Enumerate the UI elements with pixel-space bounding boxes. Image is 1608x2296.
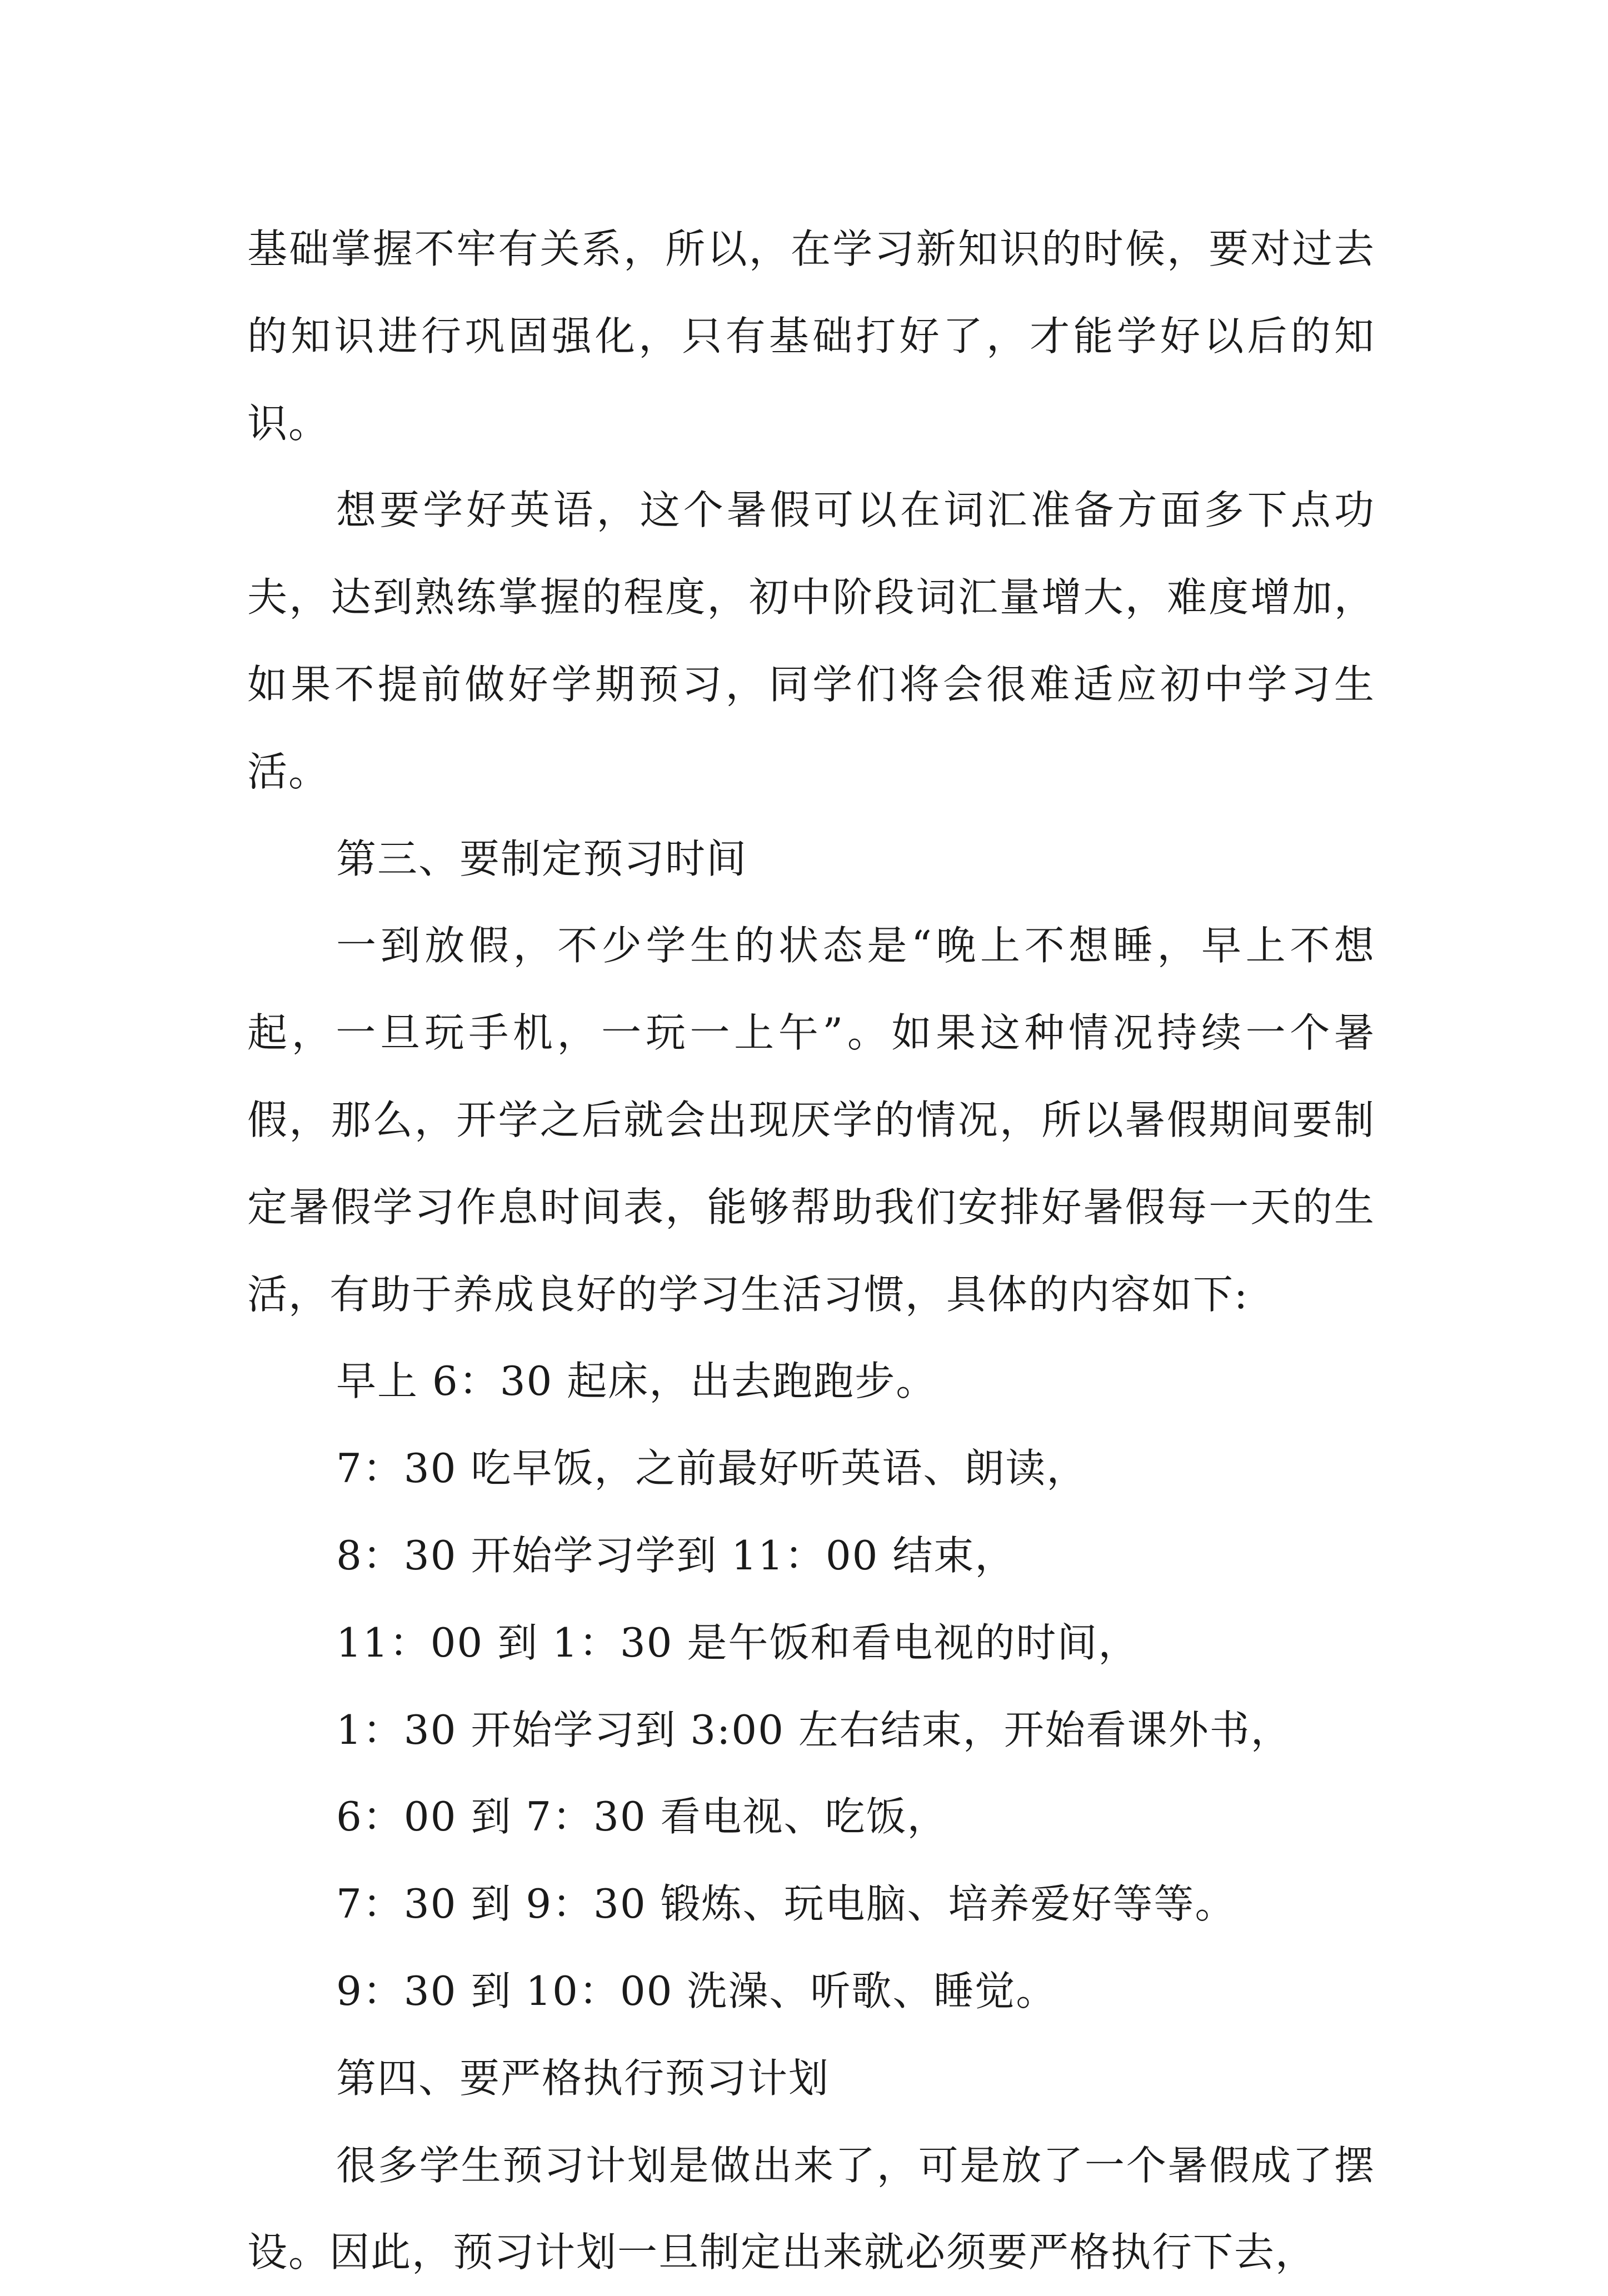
paragraph-execute-plan: 很多学生预习计划是做出来了，可是放了一个暑假成了摆设。因此，预习计划一旦制定出来就必须要严格执行下去，	[247, 2142, 1375, 2276]
heading-third-schedule: 第三、要制定预习时间	[336, 835, 748, 882]
schedule-item-wakeup: 早上 6：30 起床，出去跑跑步。	[336, 1358, 937, 1405]
schedule-item-exercise: 7：30 到 9：30 锻炼、玩电脑、培养爱好等等。	[336, 1880, 1236, 1928]
document-body	[247, 206, 1375, 2296]
schedule-item-lunch: 11：00 到 1：30 是午饭和看电视的时间，	[336, 1619, 1140, 1666]
schedule-item-bedtime: 9：30 到 10：00 洗澡、听歌、睡觉。	[336, 1967, 1057, 2014]
schedule-item-dinner: 6：00 到 7：30 看电视、吃饭，	[336, 1793, 948, 1840]
schedule-item-afternoon-study: 1：30 开始学习到 3:00 左右结束，开始看课外书，	[336, 1706, 1292, 1753]
paragraph-foundation: 基础掌握不牢有关系，所以，在学习新知识的时候，要对过去的知识进行巩固强化，只有基础打好了，才能学好以后的知识。	[247, 226, 1375, 447]
heading-fourth-execute: 第四、要严格执行预习计划	[336, 2054, 830, 2102]
paragraph-vacation-habits: 一到放假，不少学生的状态是“晚上不想睡，早上不想起，一旦玩手机，一玩一上午”。如果这种情况持续一个暑假，那么，开学之后就会出现厌学的情况，所以暑假期间要制定暑假学习作息时间表，能够帮助我们安排好暑假每一天的生活，有助于养成良好的学习生活习惯，具体的内容如下:	[247, 922, 1375, 1318]
paragraph-english: 想要学好英语，这个暑假可以在词汇准备方面多下点功夫，达到熟练掌握的程度，初中阶段词汇量增大，难度增加，如果不提前做好学期预习，同学们将会很难适应初中学习生活。	[247, 487, 1375, 795]
schedule-item-breakfast: 7：30 吃早饭，之前最好听英语、朗读，	[336, 1445, 1088, 1492]
schedule-item-morning-study: 8：30 开始学习学到 11：00 结束，	[336, 1532, 1016, 1579]
